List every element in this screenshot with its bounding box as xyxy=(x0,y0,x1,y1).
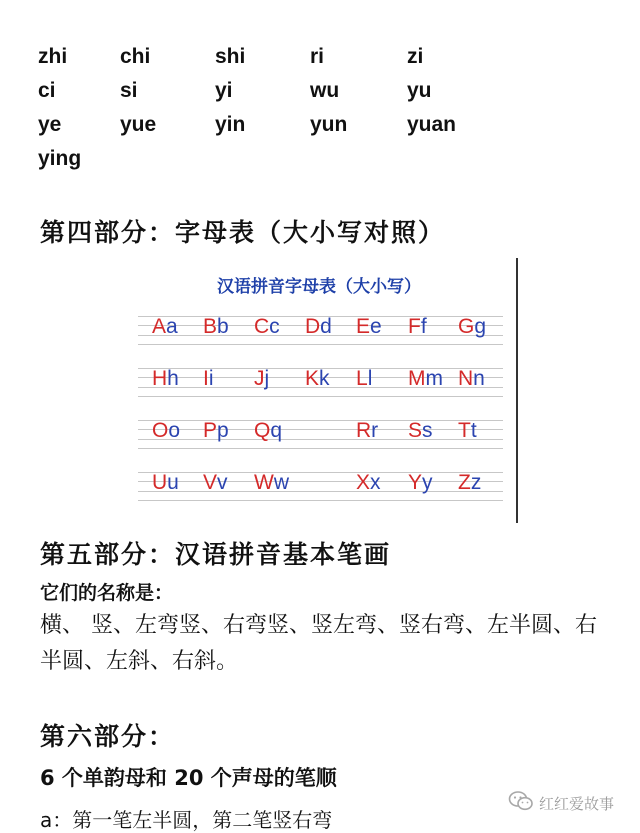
stroke-order-title: 6 个单韵母和 20 个声母的笔顺 xyxy=(40,766,337,790)
letter-pair: Hh xyxy=(152,367,179,390)
ruled-line xyxy=(138,429,503,430)
syllable: ri xyxy=(310,45,325,68)
letter-pair: Xx xyxy=(356,471,381,494)
ruled-line xyxy=(138,472,503,473)
wechat-icon xyxy=(508,790,534,816)
syllable: wu xyxy=(310,79,340,102)
syllable: ying xyxy=(38,147,82,170)
ruled-line xyxy=(138,500,503,501)
alphabet-table xyxy=(128,262,510,522)
letter-pair: Kk xyxy=(305,367,330,390)
alphabet-row xyxy=(138,364,503,398)
syllable-list xyxy=(38,40,478,176)
letter-pair: Oo xyxy=(152,419,181,442)
section-heading-part6: 第六部分： xyxy=(40,722,176,751)
letter-pair: Ss xyxy=(408,419,433,442)
letter-pair: Rr xyxy=(356,419,379,442)
syllable: yin xyxy=(215,113,246,136)
syllable: zhi xyxy=(38,45,68,68)
syllable: yuan xyxy=(407,113,457,136)
letter-pair: Ww xyxy=(254,471,289,494)
ruled-line xyxy=(138,420,503,421)
ruled-line xyxy=(138,448,503,449)
alphabet-row xyxy=(138,468,503,502)
letter-pair: Ll xyxy=(356,367,373,390)
letter-pair: Ii xyxy=(203,367,214,390)
letter-pair: Gg xyxy=(458,315,487,338)
section-heading-part5: 第五部分：汉语拼音基本笔画 xyxy=(40,540,392,569)
ruled-line xyxy=(138,344,503,345)
syllable: chi xyxy=(120,45,151,68)
syllable: ye xyxy=(38,113,62,136)
alphabet-table-title: 汉语拼音字母表（大小写） xyxy=(217,277,421,297)
syllable: zi xyxy=(407,45,424,68)
letter-pair: Cc xyxy=(254,315,280,338)
watermark-text: 红红爱故事 xyxy=(539,794,615,813)
alphabet-row xyxy=(138,312,503,346)
watermark xyxy=(508,790,614,816)
syllable: shi xyxy=(215,45,246,68)
stroke-names-text: 横、 竖、左弯竖、右弯竖、竖左弯、竖右弯、左半圆、右半圆、左斜、右斜。 xyxy=(40,613,597,674)
letter-pair: Dd xyxy=(305,315,332,338)
letter-pair: Qq xyxy=(254,419,283,442)
letter-pair: Yy xyxy=(408,471,433,494)
ruled-line xyxy=(138,481,503,482)
letter-pair: Tt xyxy=(458,419,477,442)
stroke-names-label: 它们的名称是： xyxy=(40,582,174,604)
letter-pair: Pp xyxy=(203,419,229,442)
letter-pair: Ee xyxy=(356,315,382,338)
letter-pair: Ff xyxy=(408,315,427,338)
letter-pair: Aa xyxy=(152,315,178,338)
alphabet-row xyxy=(138,416,503,450)
syllable: yu xyxy=(407,79,432,102)
letter-pair: Jj xyxy=(254,367,270,390)
syllable: yue xyxy=(120,113,157,136)
ruled-line xyxy=(138,491,503,492)
syllable: yi xyxy=(215,79,233,102)
ruled-line xyxy=(138,396,503,397)
syllable: si xyxy=(120,79,138,102)
syllable: yun xyxy=(310,113,348,136)
ruled-line xyxy=(138,439,503,440)
letter-pair: Zz xyxy=(458,471,482,494)
letter-pair: Vv xyxy=(203,471,228,494)
section-heading-part4: 第四部分：字母表（大小写对照） xyxy=(40,218,446,247)
letter-pair: Uu xyxy=(152,471,179,494)
divider-line xyxy=(516,258,518,523)
letter-pair: Nn xyxy=(458,367,485,390)
letter-pair: Bb xyxy=(203,315,229,338)
letter-pair: Mm xyxy=(408,367,443,390)
stroke-order-a: a：第一笔左半圆，第二笔竖右弯 xyxy=(40,808,333,832)
syllable: ci xyxy=(38,79,56,102)
